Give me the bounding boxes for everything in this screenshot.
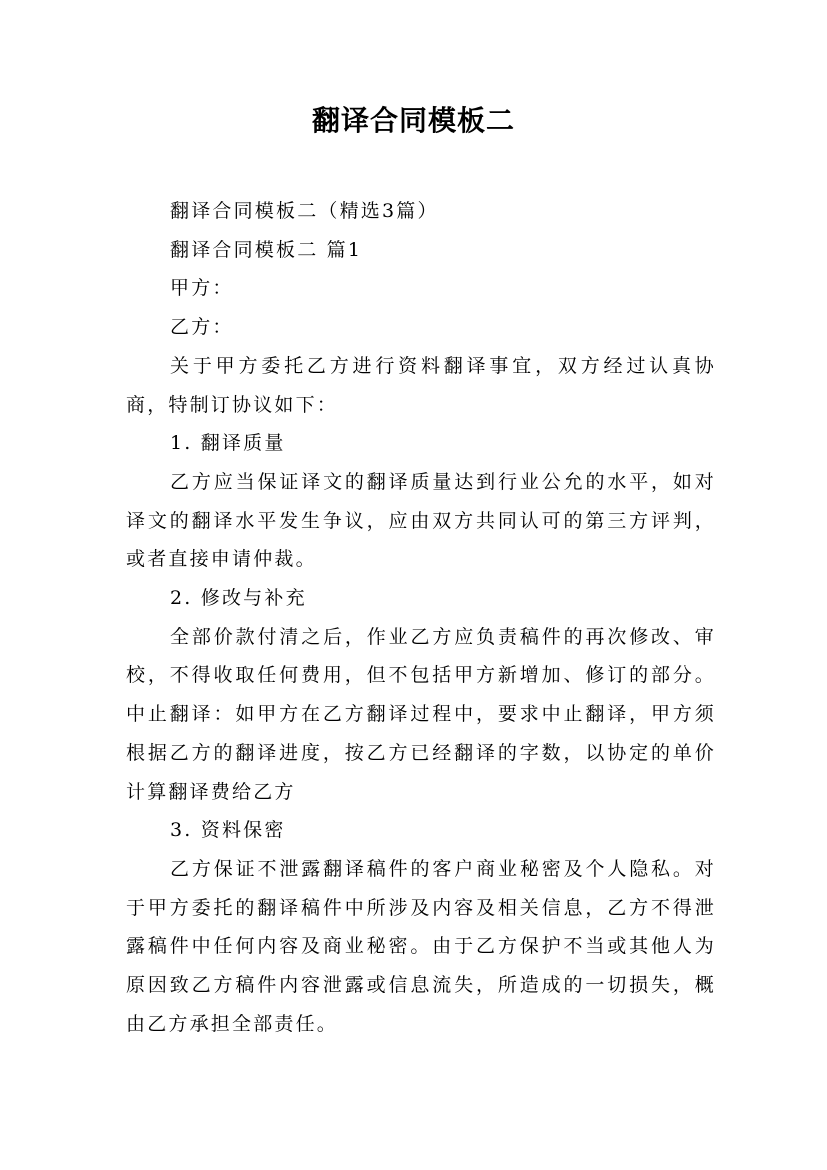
clause-body-confidentiality: 乙方保证不泄露翻译稿件的客户商业秘密及个人隐私。对于甲方委托的翻译稿件中所涉及内容及相关信息，乙方不得泄露稿件中任何内容及商业秘密。由于乙方保护不当或其他人为原因致乙方稿件内容泄露或信息流失，所造成的一切损失，概由乙方承担全部责任。 bbox=[126, 857, 716, 1035]
paragraph-party-b: 乙方： bbox=[170, 316, 234, 339]
paragraph-subtitle: 翻译合同模板二（精选3篇） bbox=[170, 200, 439, 222]
clause-body-quality: 乙方应当保证译文的翻译质量达到行业公允的水平，如对译文的翻译水平发生争议，应由双方共同认可的第三方评判，或者直接申请仲裁。 bbox=[126, 470, 716, 571]
clause-body-revision: 全部价款付清之后，作业乙方应负责稿件的再次修改、审校，不得收取任何费用，但不包括甲方新增加、修订的部分。 中止翻译：如甲方在乙方翻译过程中，要求中止翻译，甲方须根据乙方的翻译进度，按乙方已经翻译的字数，以协定的单价计算翻译费给乙方 bbox=[126, 625, 716, 803]
clause-heading-revision: 2. 修改与补充 bbox=[170, 587, 307, 610]
clause-heading-confidentiality: 3. 资料保密 bbox=[170, 819, 286, 842]
document-title: 翻译合同模板二 bbox=[311, 104, 515, 137]
paragraph-preamble: 关于甲方委托乙方进行资料翻译事宜，双方经过认真协商，特制订协议如下： bbox=[126, 354, 716, 416]
clause-heading-quality: 1. 翻译质量 bbox=[170, 432, 286, 455]
paragraph-section-heading: 翻译合同模板二 篇1 bbox=[170, 238, 363, 261]
paragraph-party-a: 甲方： bbox=[170, 277, 234, 300]
document-body bbox=[126, 192, 716, 1043]
